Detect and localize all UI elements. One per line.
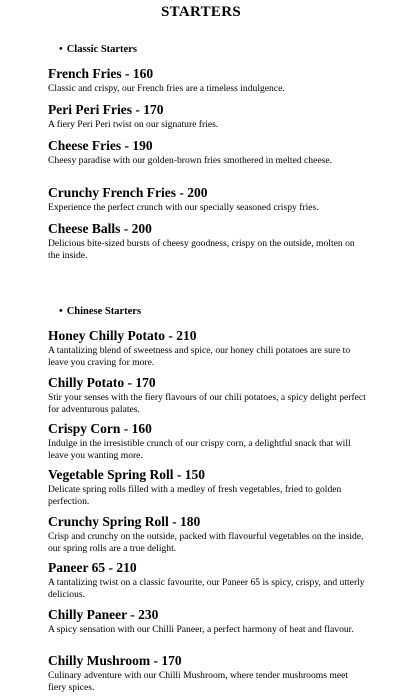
menu-item-description: Crisp and crunchy on the outside, packed with flavourful vegetables on the inside, our spring rolls are a true delight.: [48, 531, 364, 554]
menu-item: [48, 375, 368, 416]
menu-item-name: Honey Chilly Potato - 210: [48, 328, 197, 343]
menu-item-name: Crunchy Spring Roll - 180: [48, 514, 201, 529]
menu-item: [48, 467, 368, 508]
menu-item-description: A tantalizing twist on a classic favourite, our Paneer 65 is spicy, crispy, and utterly delicious.: [48, 577, 365, 600]
menu-item-name: Cheese Fries - 190: [48, 138, 153, 153]
menu-item-name: Chilly Mushroom - 170: [48, 653, 182, 668]
menu-item: [48, 560, 368, 601]
menu-item-description: Stir your senses with the fiery flavours of our chili potatoes, a spicy delight perfect for adventurous palates.: [48, 392, 366, 415]
menu-item-name: Crunchy French Fries - 200: [48, 185, 208, 200]
menu-item-description: Indulge in the irresistible crunch of our crispy corn, a delightful snack that will leave you wanting more.: [48, 438, 351, 461]
menu-item: [48, 328, 368, 369]
bullet-icon: •: [59, 44, 63, 55]
menu-item-name: Chilly Paneer - 230: [48, 607, 159, 622]
menu-item-name: Peri Peri Fries - 170: [48, 102, 164, 117]
menu-item-description: A spicy sensation with our Chilli Paneer, a perfect harmony of heat and flavour.: [48, 624, 354, 635]
menu-item-name: Crispy Corn - 160: [48, 421, 152, 436]
menu-item: [48, 421, 368, 462]
menu-item-name: Chilly Potato - 170: [48, 375, 156, 390]
menu-item-name: Cheese Balls - 200: [48, 221, 152, 236]
menu-item-description: A tantalizing blend of sweetness and spice, our honey chili potatoes are sure to leave you craving for more.: [48, 345, 351, 368]
menu-item: [48, 102, 368, 131]
menu-item-description: Experience the perfect crunch with our specially seasoned crispy fries.: [48, 202, 319, 213]
menu-item-description: Cheesy paradise with our golden-brown fries smothered in melted cheese.: [48, 155, 332, 166]
section-heading-classic-starters: [59, 43, 137, 56]
menu-item-description: Delicate spring rolls filled with a medley of fresh vegetables, fried to golden perfection.: [48, 484, 342, 507]
menu-item: [48, 653, 368, 694]
menu-item: [48, 514, 368, 555]
menu-item: [48, 221, 368, 262]
menu-item: [48, 607, 368, 636]
menu-item: [48, 185, 368, 214]
menu-item-name: Vegetable Spring Roll - 150: [48, 467, 206, 482]
menu-item-description: Delicious bite-sized bursts of cheesy goodness, crispy on the outside, molten on the inside.: [48, 238, 355, 261]
menu-item-description: A fiery Peri Peri twist on our signature fries.: [48, 119, 219, 130]
menu-item-name: French Fries - 160: [48, 66, 154, 81]
bullet-icon: •: [59, 306, 63, 317]
menu-item-name: Paneer 65 - 210: [48, 560, 137, 575]
menu-item: [48, 66, 368, 95]
section-heading-chinese-starters: [59, 305, 141, 318]
section-heading-label: Chinese Starters: [66, 306, 142, 317]
menu-item: [48, 138, 368, 167]
section-heading-label: Classic Starters: [66, 44, 137, 55]
menu-item-description: Classic and crispy, our French fries are a timeless indulgence.: [48, 83, 285, 94]
page-title: STARTERS: [161, 4, 241, 20]
menu-item-description: Culinary adventure with our Chilli Mushroom, where tender mushrooms meet fiery spices.: [48, 670, 349, 693]
